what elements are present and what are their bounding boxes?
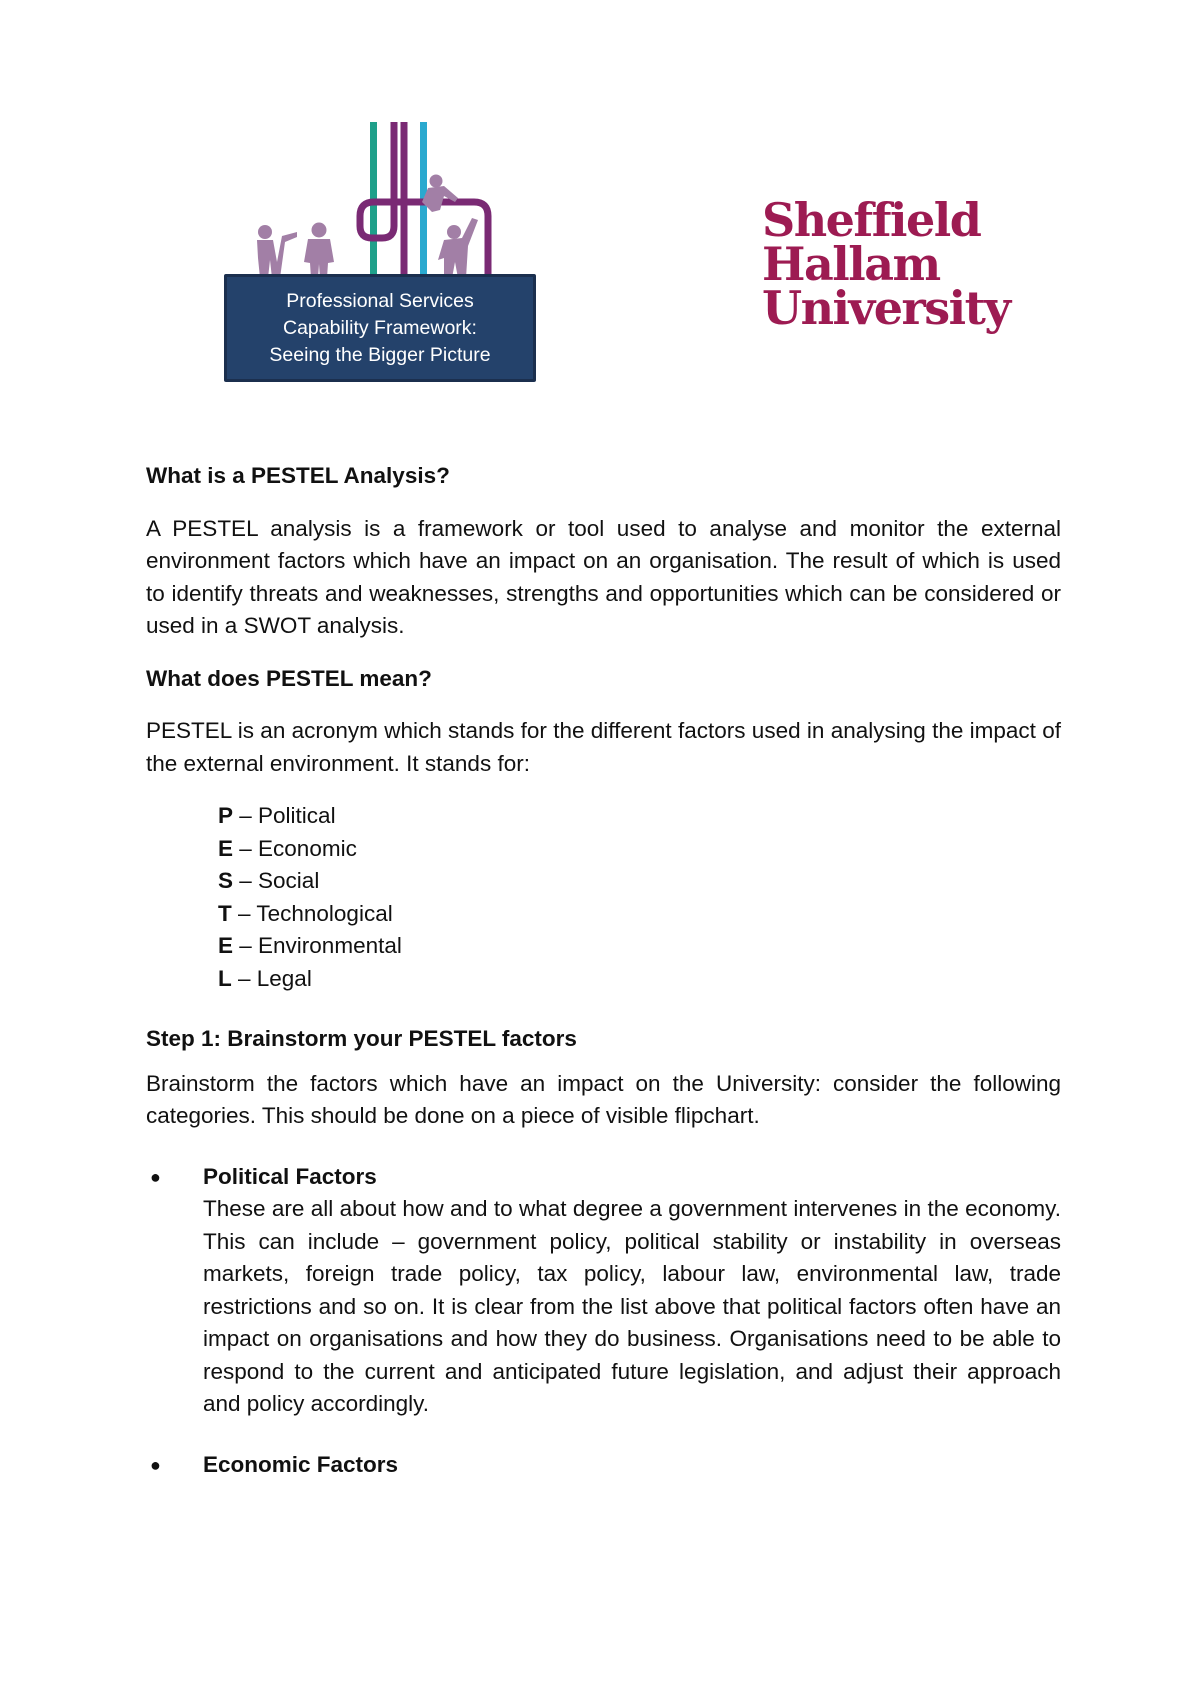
factor-item-political	[146, 1161, 1061, 1421]
acronym-item	[218, 833, 1061, 866]
acronym-item	[218, 930, 1061, 963]
acronym-item	[218, 963, 1061, 996]
acronym-word: – Social	[233, 868, 320, 893]
acronym-word: – Political	[233, 803, 336, 828]
acronym-word: – Legal	[231, 965, 312, 991]
meaning-paragraph: PESTEL is an acronym which stands for the different factors used in analysing the impact of the external environment. It stands for:	[146, 718, 1061, 776]
framework-figures-illustration	[222, 118, 540, 278]
bullet-icon: ●	[150, 1166, 161, 1187]
person-pointing-figure	[257, 225, 297, 278]
person-climbing-figure	[422, 175, 458, 213]
framework-title-line-1: Professional Services	[286, 289, 474, 312]
acronym-letter: E	[218, 835, 234, 861]
acronym-letter: T	[218, 900, 232, 926]
person-standing-figure	[304, 223, 334, 279]
acronym-word: – Economic	[233, 835, 357, 861]
step1-paragraph: Brainstorm the factors which have an impact on the University: consider the following categories. This should be done on a piece of visible flipchart.	[146, 1070, 1061, 1128]
framework-title-box	[224, 274, 536, 382]
acronym-item	[218, 800, 1061, 833]
step1-heading: Step 1: Brainstorm your PESTEL factors	[146, 1026, 577, 1051]
university-logo-line-3: University	[762, 281, 1010, 335]
factor-title: Political Factors	[203, 1163, 377, 1189]
factor-item-economic	[146, 1449, 1061, 1482]
framework-title-line-2: Capability Framework:	[283, 316, 477, 339]
acronym-list	[146, 800, 1061, 995]
factor-text: These are all about how and to what degree a government intervenes in the economy. This can include – government policy, political stability or instability in overseas markets, foreign trade policy, tax policy, labour law, environmental law, trade restrictions and so on. It is clear from the list above that political factors often have an impact on organisations and how they do business. Organisations need to be able to respond to the current and anticipated future legislation, and adjust their approach and policy accordingly.	[203, 1196, 1061, 1416]
acronym-letter: L	[218, 965, 232, 991]
factor-list	[146, 1161, 1061, 1482]
acronym-word: – Technological	[231, 900, 393, 926]
framework-logo	[222, 118, 540, 388]
person-reaching-figure	[438, 218, 478, 278]
acronym-letter: S	[218, 868, 234, 893]
acronym-item	[218, 865, 1061, 898]
acronym-item	[218, 898, 1061, 931]
university-logo-line-2: Hallam	[762, 237, 940, 291]
university-logo-line-1: Sheffield	[762, 193, 981, 247]
what-is-paragraph: A PESTEL analysis is a framework or tool used to analyse and monitor the external environment factors which have an impact on an organisation. The result of which is used to identify threats and weaknesses, strengths and opportunities which can be considered or used in a SWOT analysis.	[146, 515, 1061, 638]
acronym-letter: P	[218, 803, 234, 828]
document-body	[146, 460, 1061, 1481]
university-logo	[762, 193, 1022, 335]
framework-title-line-3: Seeing the Bigger Picture	[269, 343, 491, 366]
factor-title: Economic Factors	[203, 1451, 399, 1477]
bullet-icon: ●	[150, 1454, 161, 1475]
meaning-heading: What does PESTEL mean?	[146, 665, 432, 691]
acronym-letter: E	[218, 933, 234, 958]
what-is-heading: What is a PESTEL Analysis?	[146, 463, 450, 488]
acronym-word: – Environmental	[233, 933, 402, 958]
